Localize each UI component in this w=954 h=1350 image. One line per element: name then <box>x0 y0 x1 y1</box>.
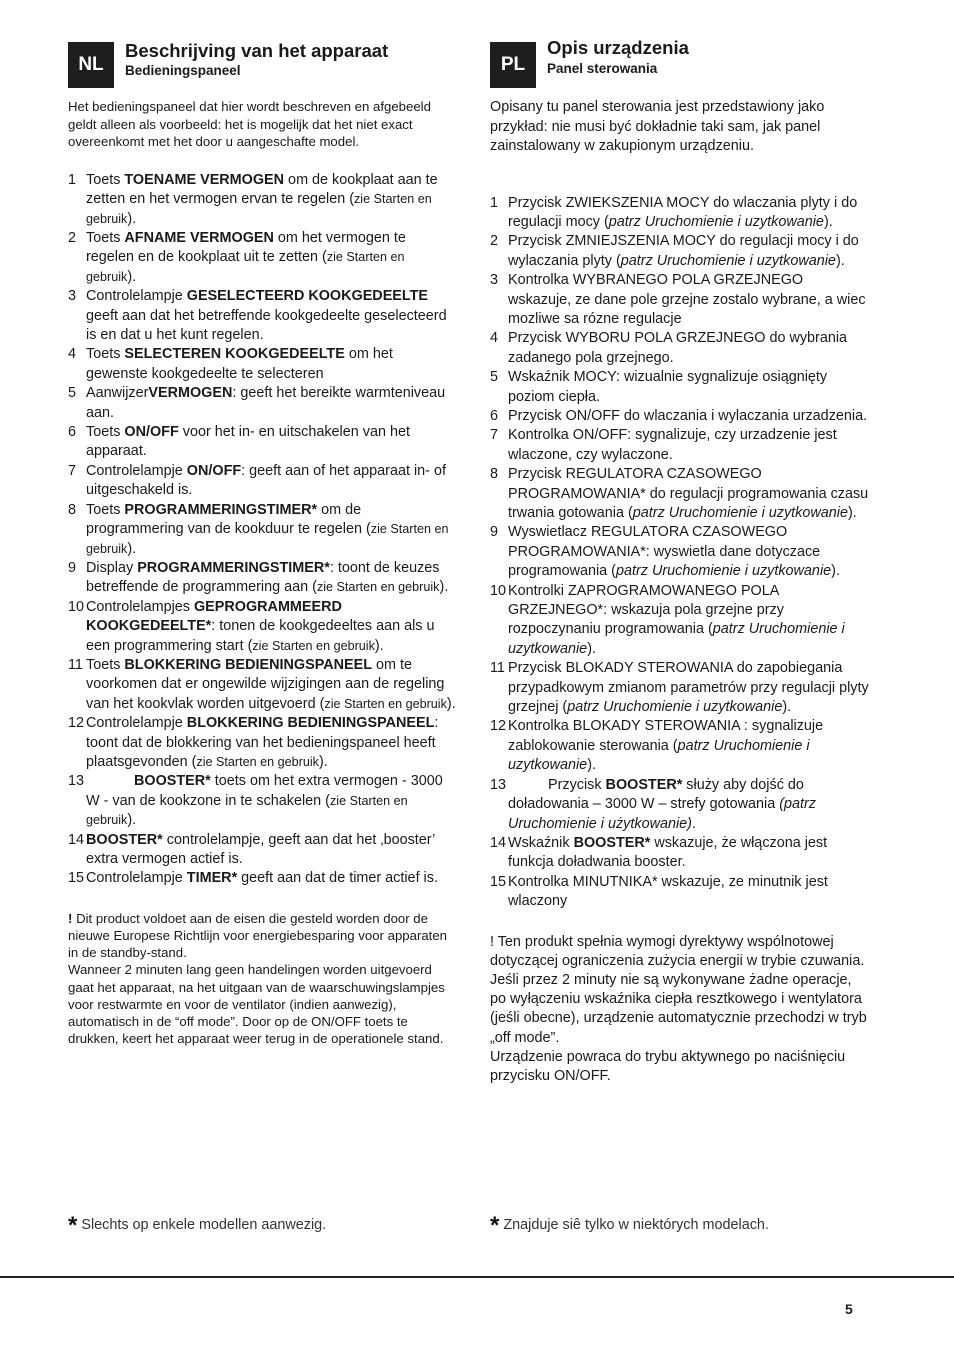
section-subtitle-nl: Bedieningspaneel <box>125 63 241 78</box>
list-item: 7 Controlelampje ON/OFF: geeft aan of het apparaat in- of uitgeschakeld is. <box>68 462 446 499</box>
list-item: 8 Przycisk REGULATORA CZASOWEGO PROGRAMOWANIA* do regulacji programowania czasu trwania gotowania (patrz Uruchomienie i uzytkowanie). <box>490 466 869 521</box>
list-item: 12 Kontrolka BLOKADY STEROWANIA : sygnalizuje zablokowanie sterowania (patrz Uruchomienie i uzytkowanie). <box>490 718 824 774</box>
list-item: 13 BOOSTER* toets om het extra vermogen - 3000 W - van de kookzone in te schakelen (zie Starten en gebruik). <box>68 773 443 829</box>
energy-note-pl: ! Ten produkt spełnia wymogi dyrektywy wspólnotowej dotyczącej ograniczenia zużycia energii w trybie czuwania. Jeśli przez 2 minuty nie są wykonywane żadne operacje, po wyłączeniu wskaźnika ciepła resztkowego i wentylatora (jeśli obecne), urządzenie automatycznie przechodzi w tryb „off mode”. Urządzenie powraca do trybu aktywnego po naciśnięciu przycisku ON/OFF. <box>490 933 867 1084</box>
list-item: 10 Controlelampjes GEPROGRAMMEERD KOOKGEDEELTE*: tonen de kookgedeeltes aan als u een programmering start (zie Starten en gebruik). <box>68 598 435 654</box>
language-badge-nl: NL <box>68 42 114 88</box>
footnote-nl: * Slechts op enkele modellen aanwezig. <box>68 1212 327 1239</box>
list-item: 12 Controlelampje BLOKKERING BEDIENINGSPANEEL: toont dat de blokkering van het bedieningspaneel heeft plaatsgevonden (zie Starten en gebruik). <box>68 715 439 770</box>
list-item: 5 AanwijzerVERMOGEN: geeft het bereikte warmteniveau aan. <box>68 385 446 421</box>
asterisk-mark: * <box>68 1212 78 1239</box>
column-pl <box>490 38 870 1086</box>
list-item: 3 Kontrolka WYBRANEGO POLA GRZEJNEGO wskazuje, ze dane pole grzejne zostalo wybrane, a wiec mozliwe sa rózne regulacje <box>490 272 866 327</box>
list-item: 4 Przycisk WYBORU POLA GRZEJNEGO do wybrania zadanego pola grzejnego. <box>490 330 848 366</box>
component-list-nl <box>68 171 456 889</box>
page-number: 5 <box>845 1301 853 1317</box>
list-item: 11 Toets BLOKKERING BEDIENINGSPANEEL om te voorkomen dat er ongewilde wijzigingen aan de regeling van het kookvlak worden uitgevoerd (zie Starten en gebruik). <box>68 656 456 712</box>
section-title-nl: Beschrijving van het apparaat <box>125 40 389 61</box>
list-item: 15 Controlelampje TIMER* geeft aan dat de timer actief is. <box>68 870 438 887</box>
list-item: 3 Controlelampje GESELECTEERD KOOKGEDEELTE geeft aan dat het betreffende kookgedeelte geselecteerd is en dat u het kunt regelen. <box>68 288 447 344</box>
list-item: 1 Toets TOENAME VERMOGEN om de kookplaat aan te zetten en het vermogen ervan te regelen (zie Starten en gebruik). <box>68 171 438 227</box>
list-item: 8 Toets PROGRAMMERINGSTIMER* om de programmering van de kookduur te regelen (zie Starten en gebruik). <box>68 501 449 557</box>
footnote-pl: * Znajduje siê tylko w niektórych modelach. <box>490 1212 769 1239</box>
list-item: 10 Kontrolki ZAPROGRAMOWANEGO POLA GRZEJNEGO*: wskazuja pola grzejne przy rozpoczynaniu programowania (patrz Uruchomienie i uzytkowanie). <box>490 582 845 657</box>
section-title-pl: Opis urządzenia <box>547 37 689 58</box>
list-item: 14 Wskaźnik BOOSTER* wskazuje, że włączona jest funkcja doładwania booster. <box>490 834 828 871</box>
list-item: 2 Toets AFNAME VERMOGEN om het vermogen te regelen en de kookplaat uit te zetten (zie Starten en gebruik). <box>68 230 406 285</box>
footer-divider <box>0 1276 954 1278</box>
energy-note-nl: ! Dit product voldoet aan de eisen die gesteld worden door de nieuwe Europese Richtlijn voor energiebesparing voor apparaten in de standby-stand. Wanneer 2 minuten lang geen handelingen worden uitgevoerd gaat het apparaat, na het uitgaan van de waarschuwingslampjes voor restwarmte en voor de ventilator (indien aanwezig), automatisch in de “off mode”. Door op de ON/OFF toets te drukken, keert het apparaat weer terug in de operationele stand. <box>68 910 448 1047</box>
asterisk-mark: * <box>490 1212 500 1239</box>
list-item: 5 Wskaźnik MOCY: wizualnie sygnalizuje osiągnięty poziom ciepła. <box>490 369 828 405</box>
list-item: 14 BOOSTER* controlelampje, geeft aan dat het ‚booster’ extra vermogen actief is. <box>68 831 435 867</box>
list-item: 11 Przycisk BLOKADY STEROWANIA do zapobiegania przypadkowym zmianom parametrów przy regulacji plyty grzejnej (patrz Uruchomienie i uzytkowanie). <box>490 660 869 716</box>
section-header-nl <box>68 38 456 88</box>
column-nl <box>68 38 456 1047</box>
list-item: 13 Przycisk BOOSTER* służy aby dojść do doładowania – 3000 W – strefy gotowania (patrz Uruchomienie i użytkowanie). <box>490 776 816 832</box>
list-item: 15 Kontrolka MINUTNIKA* wskazuje, ze minutnik jest wlaczony <box>490 873 828 910</box>
list-item: 9 Display PROGRAMMERINGSTIMER*: toont de keuzes betreffende de programmering aan (zie Starten en gebruik). <box>68 559 449 596</box>
list-item: 9 Wyswietlacz REGULATORA CZASOWEGO PROGRAMOWANIA*: wyswietla dane dotyczace programowania (patrz Uruchomienie i uzytkowanie). <box>490 524 840 580</box>
list-item: 6 Przycisk ON/OFF do wlaczania i wylaczania urzadzenia. <box>490 407 868 424</box>
intro-paragraph-nl: Het bedieningspaneel dat hier wordt beschreven en afgebeeld geldt alleen als voorbeeld: het is mogelijk dat het niet exact overeenkomt met het door u aangeschafte model. <box>68 99 431 150</box>
list-item: 7 Kontrolka ON/OFF: sygnalizuje, czy urzadzenie jest wlaczone, czy wylaczone. <box>490 427 837 463</box>
list-item: 1 Przycisk ZWIEKSZENIA MOCY do wlaczania plyty i do regulacji mocy (patrz Uruchomienie i uzytkowanie). <box>490 194 858 230</box>
list-item: 2 Przycisk ZMNIEJSZENIA MOCY do regulacji mocy i do wylaczania plyty (patrz Uruchomienie i uzytkowanie). <box>490 233 859 269</box>
intro-paragraph-pl: Opisany tu panel sterowania jest przedstawiony jako przykład: nie musi być dokładnie taki sam, jak panel zainstalowany w zakupionym urządzeniu. <box>490 99 825 154</box>
section-subtitle-pl: Panel sterowania <box>547 61 658 76</box>
section-header-pl <box>490 38 870 88</box>
language-badge-pl: PL <box>490 42 536 88</box>
list-item: 6 Toets ON/OFF voor het in- en uitschakelen van het apparaat. <box>68 424 410 460</box>
warning-mark: ! <box>68 910 73 926</box>
list-item: 4 Toets SELECTEREN KOOKGEDEELTE om het gewenste kookgedeelte te selecteren <box>68 346 393 382</box>
component-list-pl <box>490 194 870 912</box>
